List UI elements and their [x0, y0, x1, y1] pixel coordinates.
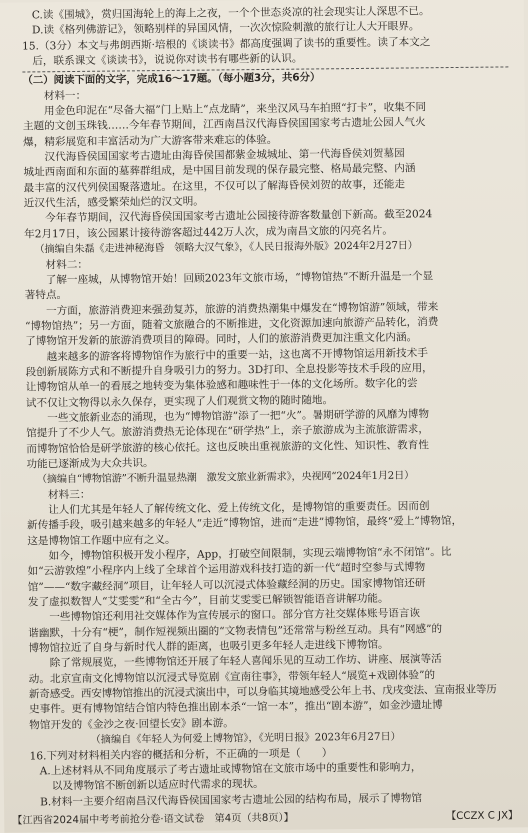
material-3-line: 史事件。更有博物馆结合馆内特色推出剧本杀“一馆一本”，推出“剧本游”，如金沙遗址博 — [29, 699, 443, 716]
material-1-line: 最丰富的汉代列侯国聚落遗址。在这里，不仅可以了解海昏侯刘贺的故事，还能走 — [23, 178, 406, 195]
section-heading: （二）阅读下面的文字，完成16～17题。（每小题3分，共6分） — [22, 71, 321, 87]
material-2-line: 试不仅让文物得以永久保存，更实现了人们观赏文物的随时随地。 — [25, 393, 334, 410]
question-15-line1: 15.（3分）本文与弗朗西斯·培根的《谈读书》都高度强调了读书的重要性。读了本文之 — [22, 35, 431, 53]
material-1-source: （摘编自朱磊《走进神秘海昏 领略大汉气象》，《人民日报海外版》2024年2月27日） — [34, 240, 418, 256]
material-2-line: 了博物馆开发新的旅游消费项目的障碍。同时，人们的旅游消费更加注重文化内涵。 — [25, 331, 418, 348]
option-c: C.读《围城》，赏归国海轮上的海上之夜，一个个世态炎凉的社会现实让人深思不已。 — [31, 5, 430, 22]
material-3-line: 一些博物馆还利用社交媒体作为宣传展示的窗口。部分官方社交媒体账号语言诙 — [49, 607, 421, 624]
material-2-line: 一些文旅新业态的涌现，也为“博物馆游”添了一把“火”。暑期研学游的风靡为博物 — [47, 408, 430, 425]
material-3-line: 博物馆拉近了自身与新时代人群的距离，也吸引更多年轻人走进线下博物馆。 — [28, 638, 389, 655]
material-3-line: 谐幽默，十分有“梗”，制作短视频出圈的“文物表情包”还常常与粉丝互动。具有“网感”的 — [28, 622, 443, 640]
material-2-line: 功能已逐渐成为大众共识。 — [26, 457, 154, 471]
option-b: B.材料一主要介绍南昌汉代海昏侯国国家考古遗址公园的结构布局，展示了博物馆 — [39, 791, 423, 808]
page-footer — [12, 808, 518, 829]
material-3-line: 物馆开发的《金沙之夜·回望长安》剧本游。 — [29, 717, 234, 732]
material-2-line: 而博物馆恰恰是研学旅游的核心依托。这也反映出重视旅游的文化性、知识性、教育性 — [26, 438, 429, 456]
material-2-line: 一方面，旅游消费迎来强劲复苏，旅游的消费热潮集中爆发在“博物馆游”领域，带来 — [46, 300, 439, 317]
material-2-line: “博物馆热”；另一方面，随着文旅融合的不断推进，文化资源加速向旅游产品转化，消费 — [24, 316, 439, 333]
option-a: A.上述材料从不同角度展示了考古遗址或博物馆在文旅市场中的重要性和影响力， — [39, 761, 422, 778]
material-2-line: 馆提升了不少人气。旅游消费热无论体现在“研学热”上，亲子旅游成为主流旅游需求， — [26, 423, 430, 440]
material-3-line: 这是博物馆工作题中应有之义。 — [27, 533, 176, 548]
material-3-line: 新奇感受。西安博物馆推出的沉浸式演出中，可以身临其境地感受公年上书、戊戌变法、宣南报业等历 — [28, 683, 497, 701]
material-3-line: 动。北京宣南文化博物馆以沉浸式导览剧《宣南往事》，带领年轻人“展览+戏剧体验”的 — [28, 669, 436, 686]
material-1-line: 今年春节期间，汉代海昏侯国国家考古遗址公园接待游客数量创下新高。截至2024 — [45, 208, 433, 225]
material-2-line: 段创新展陈方式和不断提升自身吸引力的努力。3D打印、全息投影等技术手段的应用， — [25, 362, 433, 379]
footer-code: 【CCZX C JX】 — [446, 810, 519, 822]
option-a-cont: 以及博物馆不断创新以适应时代需求的现状。 — [51, 778, 264, 793]
question-16: 16.下列对材料相关内容的概括和分析，不正确的一项是（ ） — [29, 746, 333, 762]
material-2-title: 材料二： — [45, 258, 89, 271]
question-15-line2: 后，联系课文《谈读书》，说说你对读书有哪些新的认识。 — [32, 52, 303, 68]
material-2-line: 著特点。 — [24, 289, 68, 302]
footer-exam-info: 【江西省2024届中考考前抢分卷·语文试卷 第4页（共8页）】 — [12, 812, 294, 827]
material-3-line: 除了常规展览，一些博物馆还开展了年轻人喜闻乐见的互动工作坊、讲座、展演等活 — [49, 653, 442, 670]
material-3-line: 如“云游敦煌”小程序内上线了全球首个运用游戏科技打造的新一代“超时空参与式博物 — [27, 561, 426, 578]
material-2-line: 让博物馆从单一的看展之地转变为集体验感和趣味性于一体的文化场所。数字化的尝 — [25, 377, 418, 394]
material-1-line: 爆，精彩展览和丰富活动为广大游客带来难忘的体验。 — [23, 133, 278, 149]
material-1-line: 城址西南面和东面的墓葬群组成，是中国目前发现的保存最完整、格局最完整、内涵 — [23, 162, 416, 179]
option-d: D.读《格列佛游记》，领略别样的异国风情，一次次惊险刺激的旅行让人大开眼界。 — [31, 20, 420, 37]
material-3-line: 如今，博物馆积极开发小程序，App，打破空间限制，实现云端博物馆“永不闭馆”。比 — [48, 546, 452, 563]
material-1-line: 用金色印泥在“尽备大福”门上贴上“点龙睛”，来坐汉风马车拍照“打卡”，收集不同 — [43, 101, 427, 118]
material-1-line: 主题的文创玉珠钱……今年春节期间，江西南昌汉代海昏侯国国家考古遗址公园人气火 — [22, 116, 426, 133]
material-2-line: 越来越多的游客将博物馆作为旅行中的重要一站，这也离不开博物馆运用新技术手 — [46, 346, 428, 363]
material-3-line: 发了虚拟数智人“艾雯雯”和“全古今”，目前艾雯雯已解锁智能语音讲解功能。 — [27, 592, 389, 609]
material-3-title: 材料三： — [47, 488, 91, 501]
material-1-line: 年2月17日，该公园累计接待游客超过442万人次，成为南昌文旅的闪亮名片。 — [24, 224, 393, 241]
material-3-line: 让人们尤其是年轻人了解传统文化、爱上传统文化，是博物馆的重要责任。因而创 — [48, 500, 430, 517]
material-3-line: 新传播手段，吸引越来越多的年轻人“走近”博物馆，进而“走进”博物馆，最终“爱上”博物馆， — [27, 515, 463, 532]
material-1-line: 汉代海昏侯国国家考古遗址由海昏侯国都紫金城城址、第一代海昏侯刘贺墓园 — [44, 147, 405, 164]
material-2-line: 了解一座城，从博物馆开始！回顾2023年文旅市场，“博物馆热”不断升温是一个显 — [45, 270, 434, 287]
material-3-line: 馆”——“数字藏经洞”项目，让年轻人可以沉浸式体验藏经洞的历史。国家博物馆还研 — [27, 577, 426, 594]
material-2-source: （摘编自“博物馆游”不断升温显热潮 激发文旅业新需求》，央视网“2024年1月2日） — [36, 470, 415, 486]
material-1-title: 材料一： — [43, 89, 87, 103]
material-3-source: （摘编自《年轻人为何爱上博物馆》，《光明日报》2023年6月27日） — [90, 731, 401, 746]
material-1-line: 近汉代生活，感受繁荣灿烂的汉文明。 — [23, 195, 204, 210]
